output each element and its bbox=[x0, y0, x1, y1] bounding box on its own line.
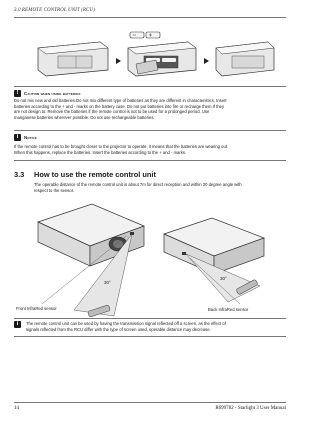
bottom-note-text bbox=[26, 321, 286, 332]
caution-text bbox=[14, 98, 286, 120]
caution-rule bbox=[14, 86, 286, 87]
remote-back-closed bbox=[38, 42, 108, 76]
front-sensor-label: Front InfraRed sensor bbox=[16, 306, 57, 311]
remote-back-closed bbox=[216, 42, 274, 76]
battery-insertion-illustration bbox=[36, 30, 276, 78]
footer-rule bbox=[14, 402, 286, 403]
caution-line: Do not mix new and old batteries.Do not mix different type of batteries as they are different in characteristics. Insert bbox=[14, 98, 227, 103]
header-rule bbox=[14, 17, 286, 18]
info-icon: i bbox=[14, 321, 21, 328]
section-intro bbox=[34, 182, 286, 193]
exclamation-icon: ! bbox=[14, 90, 21, 97]
intro-line: respect to the sensor. bbox=[34, 187, 75, 193]
battery-pair-icon bbox=[130, 32, 160, 38]
remote-back-open bbox=[128, 42, 196, 76]
caution-line: manganese batteries wherever possible. Do not use rechargeable batteries. bbox=[14, 114, 155, 120]
manual-title: R699782 - Starlight 3 User Manual bbox=[215, 406, 286, 411]
caution-line: batteries according to the + and - marks on the battery case. Do not put batteries into fire or recharge them.If they bbox=[14, 103, 225, 109]
caution-note bbox=[14, 90, 286, 132]
projector-back-illustration bbox=[164, 218, 264, 274]
section-number: 3.3 bbox=[14, 170, 25, 179]
notice-rule bbox=[14, 130, 286, 131]
info-icon: i bbox=[14, 134, 21, 141]
back-sensor-marker bbox=[182, 252, 186, 255]
projector-front-illustration bbox=[38, 204, 144, 266]
notice-note bbox=[14, 134, 286, 160]
arrow-right-icon bbox=[204, 58, 209, 64]
back-sensor-label: Back InfraRed sensor bbox=[208, 307, 249, 312]
remote-range-diagram bbox=[14, 200, 286, 320]
bottom-note-line: The remote control unit can be used by having the transmission signal reflected off a screen, as the effect of bbox=[26, 321, 226, 326]
section-title-text: How to use the remote control unit bbox=[34, 170, 156, 179]
angle-label-front: 30° bbox=[104, 280, 111, 285]
intro-line: The operable distance of the remote control unit is about 7m for direct reception and within 30 degree angle with bbox=[34, 182, 242, 187]
notice-title: Notice bbox=[24, 134, 37, 140]
bottom-note-rule bbox=[14, 318, 286, 319]
notice-line: When this happens, replace the batteries. Insert the batteries according to the + and - marks. bbox=[14, 149, 187, 155]
bottom-note bbox=[14, 321, 286, 337]
angle-label-back: 30° bbox=[220, 276, 227, 281]
page-number: 14 bbox=[14, 406, 19, 411]
arrow-right-icon bbox=[116, 58, 121, 64]
caution-line: are not design to. Remove the batteries if the remote control is not to be used for a prolonged period. Use bbox=[14, 109, 210, 115]
caution-title: Caution when using batteries bbox=[24, 90, 81, 96]
notice-text bbox=[14, 144, 286, 155]
notice-end-rule bbox=[14, 160, 286, 161]
running-header: 3.0 REMOTE CONTROL UNIT (RCU) bbox=[14, 8, 95, 13]
bottom-note-end-rule bbox=[14, 336, 286, 337]
bottom-note-line: signals reflected from the RCU differ with the type of screen used, operable distance may decrease. bbox=[26, 326, 211, 332]
section-heading bbox=[14, 170, 156, 179]
notice-line: If the remote control has to be brought closer to the projector to operate, it means that the batteries are wearing out. bbox=[14, 144, 229, 149]
